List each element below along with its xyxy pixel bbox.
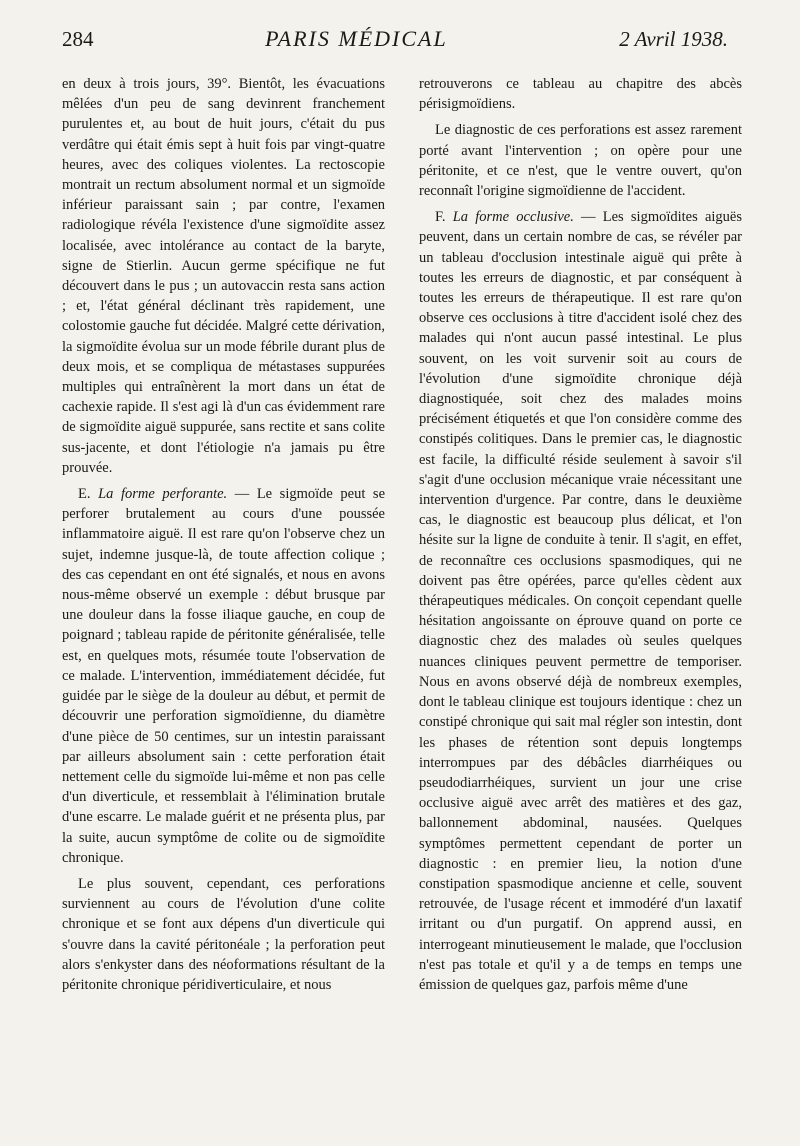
paragraph: Le diagnostic de ces perforations est assez rarement porté avant l'intervention ; on opère pour une péritonite, et ce n'est, que le ventre ouvert, qu'on reconnaît l'origine sigmoïdienne de l'accident. [419, 122, 742, 200]
journal-title: PARIS MÉDICAL [265, 26, 448, 51]
section-heading: La forme perforante. [98, 486, 228, 503]
paragraph: retrouverons ce tableau au chapitre des abcès périsigmoïdiens. [419, 76, 742, 113]
paragraph-body: — Les sigmoïdites aiguës peuvent, dans un certain nombre de cas, se révéler par un tableau d'occlusion intestinale aiguë qui prête à toutes les erreurs de diagnostic, et par conséquent à toutes les erreurs de thérapeutique. Il est rare qu'on observe ces occlusions à titre d'accident isolé chez des malades qui n'ont aucun passé intestinal. Le plus souvent, on les voit survenir soit au cours de l'évolution d'une sigmoïdite chronique déjà diagnostiquée, soit chez des malades moins précisément étiquetés et que l'on considère comme des constipés colitiques. Dans le premier cas, le diagnostic est facile, la difficulté réside seulement à savoir s'il s'agit d'une occlusion mécanique vraie nécessitant une intervention d'urgence. Par contre, dans le deuxième cas, le diagnostic est beaucoup plus délicat, et l'on hésite sur la ligne de conduite à tenir. Il s'agit, en effet, de reconnaître ces occlusions spasmodiques, qui ne doivent pas être opérées, parce qu'elles cèdent aux thérapeutiques médicales. On conçoit cependant quelle hésitation angoissante on éprouve quand on porte ce diagnostic chez des malades où seules quelques nuances cliniques peuvent permettre de temporiser. Nous en avons observé déjà de nombreux exemples, dont le tableau clinique est toujours identique : chez un constipé chronique qui sait mal régler son intestin, dont les phases de rétention sont depuis longtemps interrompues par des débâcles diarrhéiques ou pseudodiarrhéiques, survient un jour une crise occlusive aiguë avec arrêt des matières et des gaz, ballonnement abdominal, nausées. Quelques symptômes permettent cependant de porter un diagnostic : en premier lieu, la notion d'une constipation spasmodique ancienne et celle, souvent retrouvée, de l'usage récent et immodéré d'un laxatif irritant ou d'un purgatif. On apprend aussi, en interrogeant minutieusement le malade, que l'occlusion n'est pas totale et qu'il y a de temps en temps une émission de quelques gaz, parfois même d'une [419, 209, 743, 993]
left-column [62, 74, 385, 995]
section-heading: La forme occlusive. [452, 209, 574, 226]
issue-date: 2 Avril 1938. [619, 27, 728, 51]
page-number: 284 [62, 27, 94, 51]
section-label: F. [435, 209, 446, 226]
paragraph-perforante [62, 484, 385, 868]
paragraph: Le plus souvent, cependant, ces perforations surviennent au cours de l'évolution d'une colite chronique et se font aux dépens d'un diverticule qui s'ouvre dans la cavité péritonéale ; la perforation peut alors s'enkyster dans des néoformations résultant de la péritonite chronique péridiverticulaire, et nous [62, 875, 385, 993]
paragraph-occlusive [419, 207, 742, 995]
paragraph: en deux à trois jours, 39°. Bientôt, les évacuations mêlées d'un peu de sang devinrent franchement purulentes et, au bout de huit jours, c'était du pus verdâtre qui était émis sept à huit fois par vingt-quatre heures, avec des coliques violentes. La rectoscopie montrait un rectum absolument normal et un sigmoïde inférieur paraissant sain ; par contre, l'examen radiologique révéla l'existence d'une sigmoïdite assez localisée, avec intolérance au contact de la baryte, signe de Stierlin. Aucun germe spécifique ne fut découvert dans le pus ; un autovaccin resta sans action ; et, l'état général déclinant très rapidement, une colostomie gauche fut décidée. Malgré cette dérivation, la sigmoïdite évolua sur un mode fébrile durant plus de deux mois, et se compliqua de métastases suppurées multiples qui entraînèrent la mort dans un état de cachexie rapide. Il s'est agi là d'un cas évidemment rare de sigmoïdite aiguë suppurée, sans rectite et sans colite sus-jacente, et dont l'étiologie n'a jamais pu être prouvée. [62, 76, 385, 476]
paragraph-body: — Le sigmoïde peut se perforer brutalement au cours d'une poussée inflammatoire aiguë. Il est rare qu'on l'observe chez un sujet, indemne jusque-là, de toute affection colique ; des cas cependant en ont été signalés, et nous en avons nous-même observé un exemple : début brusque par une douleur dans la fosse iliaque gauche, en coup de poignard ; tableau rapide de péritonite généralisée, telle est, en quelques mots, résumée toute l'observation de ce malade. L'intervention, immédiatement décidée, fut guidée par le siège de la douleur au début, et permit de découvrir une perforation sigmoïdienne, du diamètre d'une pièce de 50 centimes, sur un intestin paraissant par ailleurs absolument sain : cette perforation était nettement celle du sigmoïde lui-même et non pas celle d'un diverticule, et ressemblait à l'élimination brutale d'une escarre. Le malade guérit et ne présenta plus, par la suite, aucun symptôme de colite ou de sigmoïdite chronique. [62, 486, 386, 866]
section-label: E. [78, 486, 91, 503]
running-header [62, 26, 728, 60]
right-column [419, 74, 742, 995]
